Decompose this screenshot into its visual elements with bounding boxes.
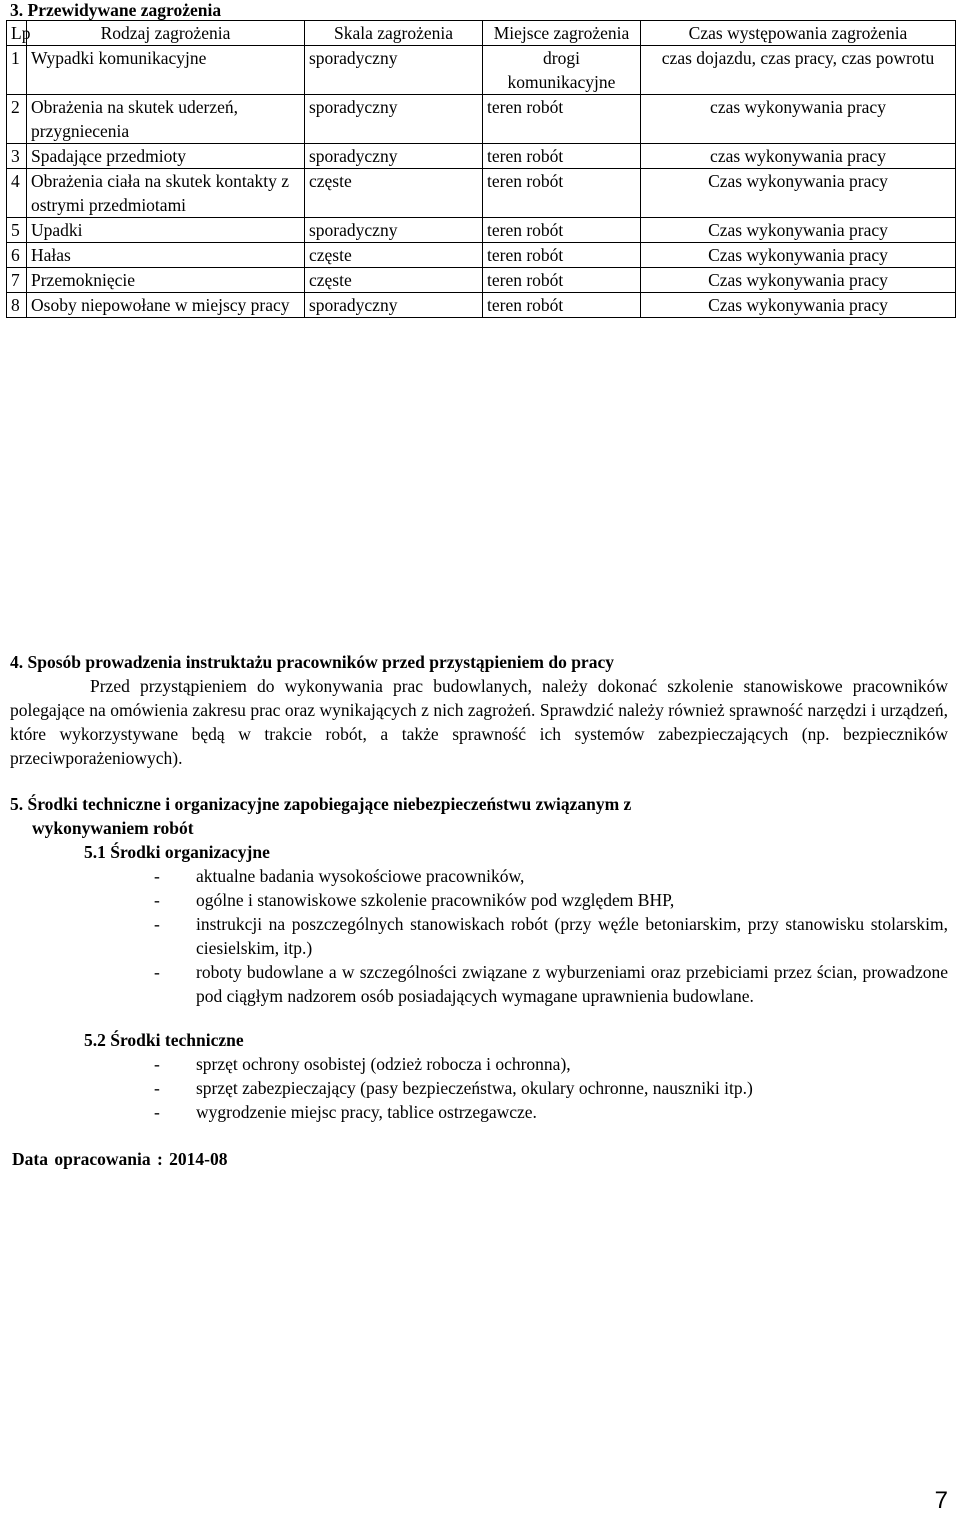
cell-lp: 3 [7,144,27,169]
section-3-title: 3. Przewidywane zagrożenia [10,0,222,20]
cell-rodzaj: Obrażenia ciała na skutek kontakty z ostrymi przedmiotami [27,169,305,218]
cell-skala: sporadyczny [305,46,483,95]
list-item [154,864,948,888]
table-row [7,243,956,268]
dash-bullet: - [154,962,160,982]
dash-bullet: - [154,914,160,934]
cell-lp: 2 [7,95,27,144]
dash-bullet: - [154,1078,160,1098]
table-header-row [7,21,956,46]
cell-czas: Czas wykonywania pracy [641,268,956,293]
list-item-text: sprzęt ochrony osobistej (odzież robocza i ochronna), [196,1054,571,1074]
dash-bullet: - [154,866,160,886]
page-number: 7 [934,1487,948,1514]
section-4-title: 4. Sposób prowadzenia instruktażu pracowników przed przystąpieniem do pracy [10,652,614,672]
list-item [154,960,948,1008]
cell-rodzaj: Przemoknięcie [27,268,305,293]
cell-lp: 8 [7,293,27,318]
cell-czas: czas dojazdu, czas pracy, czas powrotu [641,46,956,95]
cell-czas: czas wykonywania pracy [641,144,956,169]
cell-lp: 1 [7,46,27,95]
cell-miejsce: teren robót [483,95,641,144]
list-item [154,1052,948,1076]
list-item [154,1076,948,1100]
subsection-5-1-title: 5.1 Środki organizacyjne [84,842,270,862]
cell-czas: czas wykonywania pracy [641,95,956,144]
section-5-title: 5. Środki techniczne i organizacyjne zapobiegające niebezpieczeństwu związanym z [10,794,632,814]
cell-czas: Czas wykonywania pracy [641,243,956,268]
header-miejsce: Miejsce zagrożenia [483,21,641,46]
cell-lp: 7 [7,268,27,293]
list-item-text: sprzęt zabezpieczający (pasy bezpieczeństwa, okulary ochronne, nauszniki itp.) [196,1078,753,1098]
header-czas: Czas występowania zagrożenia [641,21,956,46]
cell-rodzaj: Osoby niepowołane w miejscy pracy [27,293,305,318]
table-row [7,95,956,144]
cell-skala: częste [305,243,483,268]
header-rodzaj: Rodzaj zagrożenia [27,21,305,46]
table-row [7,169,956,218]
cell-miejsce: teren robót [483,293,641,318]
list-item [154,912,948,960]
cell-lp: 4 [7,169,27,218]
dash-bullet: - [154,1102,160,1122]
cell-skala: sporadyczny [305,144,483,169]
cell-rodzaj: Obrażenia na skutek uderzeń, przygniecenia [27,95,305,144]
cell-czas: Czas wykonywania pracy [641,218,956,243]
cell-rodzaj: Hałas [27,243,305,268]
subsection-5-2-title: 5.2 Środki techniczne [84,1030,244,1050]
cell-rodzaj: Spadające przedmioty [27,144,305,169]
cell-rodzaj: Upadki [27,218,305,243]
date-of-preparation: Data opracowania : 2014-08 [12,1149,228,1169]
cell-czas: Czas wykonywania pracy [641,169,956,218]
list-item-text: aktualne badania wysokościowe pracowników, [196,866,525,886]
table-row [7,46,956,95]
list-item-text: ogólne i stanowiskowe szkolenie pracowników pod względem BHP, [196,890,675,910]
cell-miejsce: teren robót [483,144,641,169]
technical-measures-list [154,1052,948,1124]
table-row [7,144,956,169]
cell-skala: częste [305,268,483,293]
section-5-title-cont: wykonywaniem robót [32,818,194,838]
cell-skala: sporadyczny [305,293,483,318]
list-item-text: wygrodzenie miejsc pracy, tablice ostrzegawcze. [196,1102,537,1122]
table-row [7,268,956,293]
cell-miejsce: teren robót [483,268,641,293]
cell-skala: sporadyczny [305,218,483,243]
dash-bullet: - [154,890,160,910]
table-row [7,218,956,243]
list-item-text: instrukcji na poszczególnych stanowiskach robót (przy węźle betoniarskim, przy stanowisku stolarskim, ciesielskim, itp.) [196,914,948,958]
cell-skala: częste [305,169,483,218]
list-item [154,1100,948,1124]
cell-skala: sporadyczny [305,95,483,144]
cell-miejsce: teren robót [483,169,641,218]
cell-rodzaj: Wypadki komunikacyjne [27,46,305,95]
cell-czas: Czas wykonywania pracy [641,293,956,318]
hazards-table [6,20,956,318]
cell-lp: 5 [7,218,27,243]
header-skala: Skala zagrożenia [305,21,483,46]
cell-miejsce: teren robót [483,218,641,243]
header-lp: Lp [7,21,27,46]
cell-lp: 6 [7,243,27,268]
cell-miejsce: drogi komunikacyjne [483,46,641,95]
section-4-paragraph: Przed przystąpieniem do wykonywania prac budowlanych, należy dokonać szkolenie stanowiskowe pracowników polegające na omówienia zakresu prac oraz wynikających z nich zagrożeń. Sprawdzić należy również sprawność narzędzi i urządzeń, które wykorzystywane będą w trakcie robót, a także sprawność ich systemów zabezpieczających (np. bezpieczników przeciwporażeniowych). [10,676,948,768]
list-item-text: roboty budowlane a w szczególności związane z wyburzeniami oraz przebiciami przez ścian, prowadzone pod ciągłym nadzorem osób posiadających wymagane uprawnienia budowlane. [196,962,948,1006]
organizational-measures-list [154,864,948,1008]
table-row [7,293,956,318]
list-item [154,888,948,912]
dash-bullet: - [154,1054,160,1074]
cell-miejsce: teren robót [483,243,641,268]
